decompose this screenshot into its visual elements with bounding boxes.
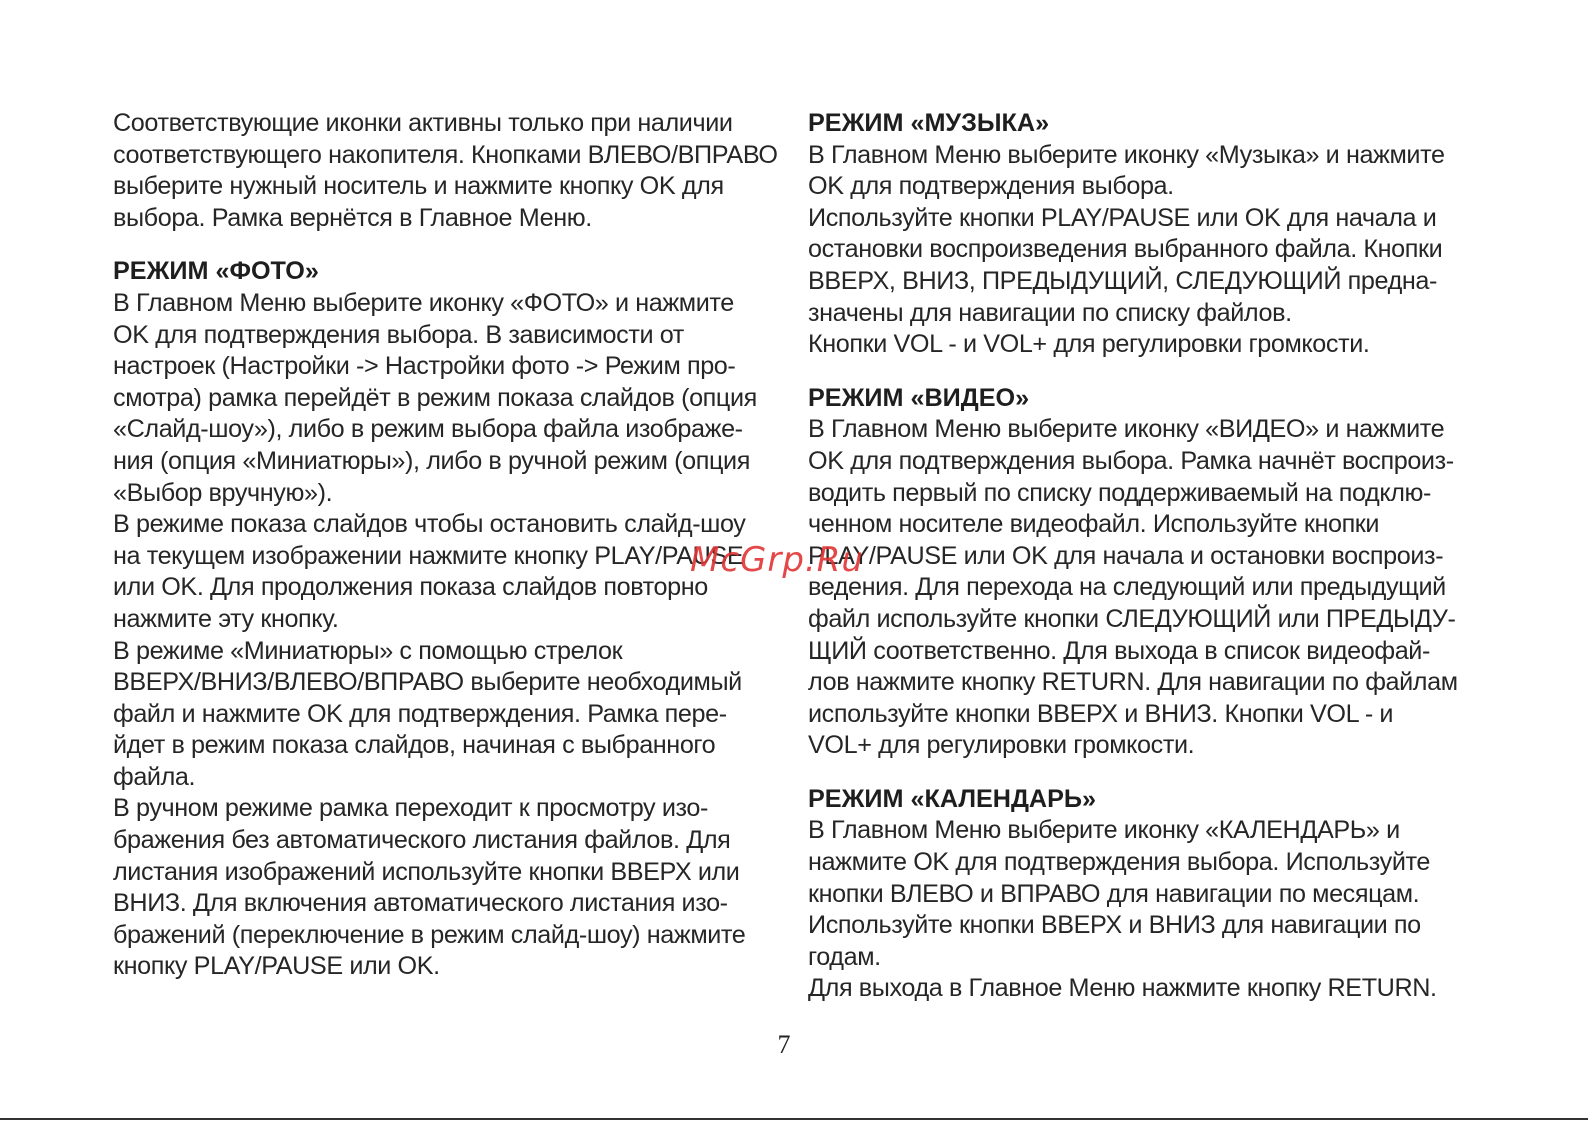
video-line: PLAY/PAUSE или OK для начала и остановки воспроиз- (808, 541, 1444, 570)
photo-line: настроек (Настройки -> Настройки фото -> Режим про- (113, 352, 736, 381)
calendar-line: Для выхода в Главное Меню нажмите кнопку RETURN. (808, 974, 1437, 1003)
intro-paragraph (113, 108, 778, 234)
video-line: водить первый по списку поддерживаемый на подклю- (808, 478, 1432, 507)
music-line: ВВЕРХ, ВНИЗ, ПРЕДЫДУЩИЙ, СЛЕДУЮЩИЙ предна- (808, 266, 1437, 295)
photo-line: бражения без автоматического листания файлов. Для (113, 826, 731, 855)
calendar-section (808, 784, 1473, 1005)
video-line: ченном носителе видеофайл. Используйте кнопки (808, 510, 1380, 539)
photo-line: листания изображений используйте кнопки ВВЕРХ или (113, 857, 740, 886)
photo-section (113, 256, 773, 983)
photo-line: бражений (переключение в режим слайд-шоу) нажмите (113, 920, 746, 949)
section-gap (808, 361, 1473, 383)
photo-line: нажмите эту кнопку. (113, 604, 339, 633)
video-line: OK для подтверждения выбора. Рамка начнёт воспроиз- (808, 446, 1454, 475)
photo-line: В режиме «Миниатюры» с помощью стрелок (113, 636, 623, 665)
video-line: используйте кнопки ВВЕРХ и ВНИЗ. Кнопки VOL - и (808, 699, 1394, 728)
video-line: В Главном Меню выберите иконку «ВИДЕО» и нажмите (808, 415, 1445, 444)
music-line: значены для навигации по списку файлов. (808, 298, 1292, 327)
calendar-line: В Главном Меню выберите иконку «КАЛЕНДАРЬ» и (808, 816, 1400, 845)
right-column (808, 108, 1473, 1005)
music-line: В Главном Меню выберите иконку «Музыка» и нажмите (808, 140, 1445, 169)
calendar-line: годам. (808, 942, 881, 971)
video-section (808, 383, 1473, 762)
watermark: McGrp.Ru (690, 540, 864, 580)
photo-line: ния (опция «Миниатюры»), либо в ручной режим (опция (113, 446, 750, 475)
photo-heading: РЕЖИМ «ФОТО» (113, 257, 319, 286)
intro-line: выберите нужный носитель и нажмите кнопку OK для (113, 172, 724, 201)
calendar-line: нажмите OK для подтверждения выбора. Используйте (808, 848, 1430, 877)
music-line: остановки воспроизведения выбранного файла. Кнопки (808, 235, 1443, 264)
video-line: ЩИЙ соответственно. Для выхода в список видеофай- (808, 636, 1430, 665)
photo-line: йдет в режим показа слайдов, начиная с выбранного (113, 731, 716, 760)
intro-line: Соответствующие иконки активны только при наличии (113, 109, 733, 137)
calendar-line: Используйте кнопки ВВЕРХ и ВНИЗ для навигации по (808, 911, 1421, 940)
music-line: Кнопки VOL - и VOL+ для регулировки громкости. (808, 330, 1370, 359)
photo-line: В ручном режиме рамка переходит к просмотру изо- (113, 794, 708, 823)
video-line: VOL+ для регулировки громкости. (808, 731, 1195, 760)
photo-line: файл и нажмите OK для подтверждения. Рамка пере- (113, 699, 727, 728)
bottom-divider (0, 1118, 1588, 1120)
photo-line: OK для подтверждения выбора. В зависимости от (113, 320, 684, 349)
intro-line: выбора. Рамка вернётся в Главное Меню. (113, 203, 592, 232)
photo-line: В режиме показа слайдов чтобы остановить слайд-шоу (113, 510, 746, 539)
page-number: 7 (777, 1030, 791, 1059)
section-gap (808, 762, 1473, 784)
photo-line: файла. (113, 762, 196, 791)
photo-line: ВВЕРХ/ВНИЗ/ВЛЕВО/ВПРАВО выберите необходимый (113, 668, 742, 697)
section-gap (113, 234, 773, 256)
music-line: Используйте кнопки PLAY/PAUSE или OK для начала и (808, 203, 1437, 232)
video-line: лов нажмите кнопку RETURN. Для навигации по файлам (808, 668, 1458, 697)
intro-line: соответствующего накопителя. Кнопками ВЛЕВО/ВПРАВО (113, 140, 778, 169)
music-section (808, 108, 1473, 361)
video-heading: РЕЖИМ «ВИДЕО» (808, 383, 1030, 412)
video-line: ведения. Для перехода на следующий или предыдущий (808, 573, 1446, 602)
photo-line: кнопку PLAY/PAUSE или OK. (113, 952, 440, 981)
photo-line: «Слайд-шоу»), либо в режим выбора файла изображе- (113, 415, 743, 444)
music-line: OK для подтверждения выбора. (808, 172, 1174, 201)
music-heading: РЕЖИМ «МУЗЫКА» (808, 109, 1050, 137)
photo-line: ВНИЗ. Для включения автоматического листания изо- (113, 889, 728, 918)
photo-line: или OK. Для продолжения показа слайдов повторно (113, 573, 708, 602)
photo-line: «Выбор вручную»). (113, 478, 333, 507)
video-line: файл используйте кнопки СЛЕДУЮЩИЙ или ПРЕДЫДУ- (808, 604, 1456, 633)
calendar-line: кнопки ВЛЕВО и ВПРАВО для навигации по месяцам. (808, 879, 1420, 908)
photo-line: смотра) рамка перейдёт в режим показа слайдов (опция (113, 383, 757, 412)
photo-line: В Главном Меню выберите иконку «ФОТО» и нажмите (113, 288, 734, 317)
photo-line: на текущем изображении нажмите кнопку PLAY/PAUSE (113, 541, 744, 570)
calendar-heading: РЕЖИМ «КАЛЕНДАРЬ» (808, 784, 1097, 813)
